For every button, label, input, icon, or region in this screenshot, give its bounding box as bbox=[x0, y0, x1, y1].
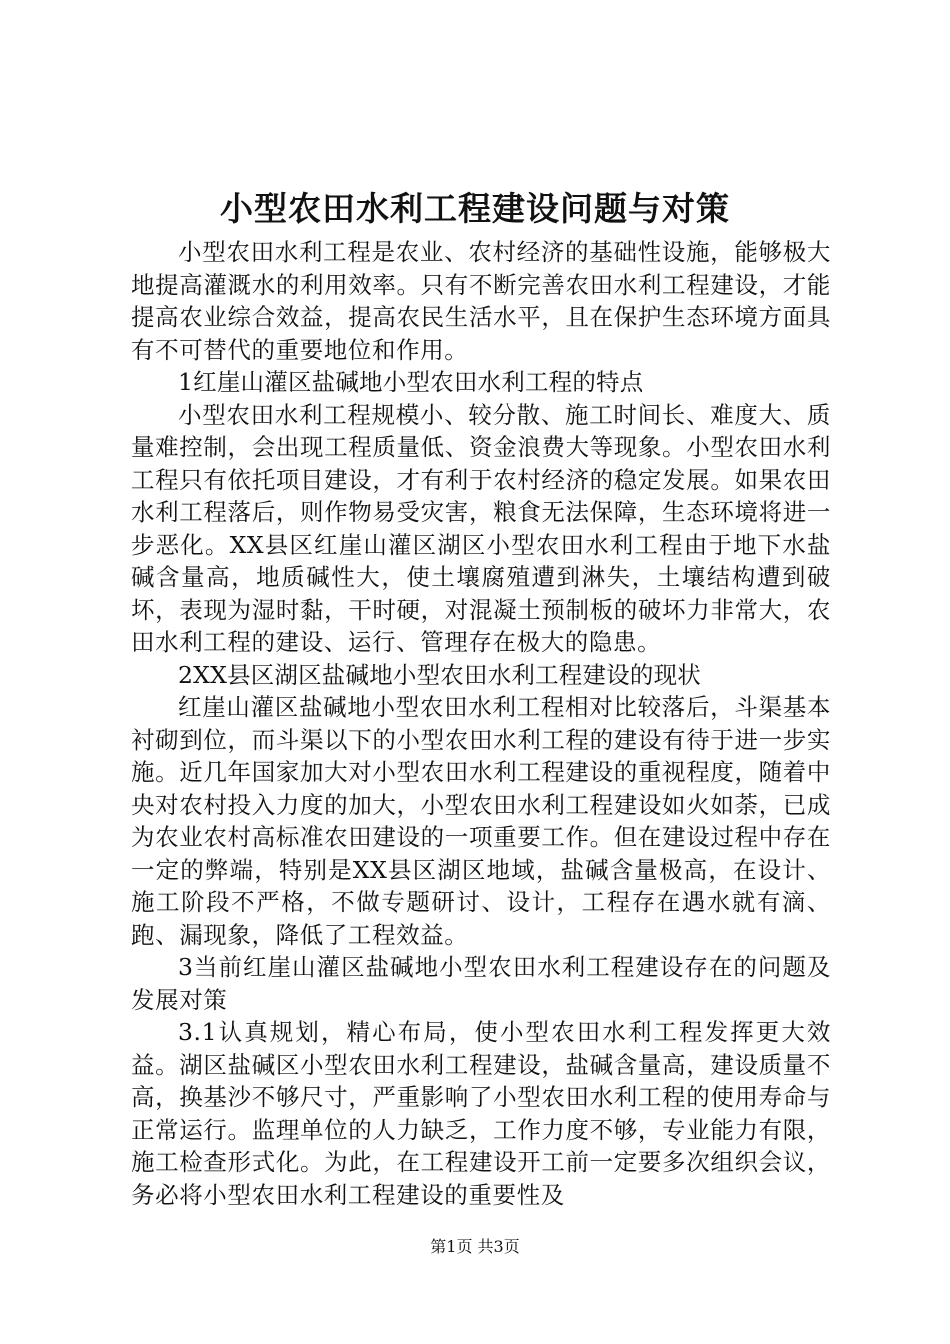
paragraph-intro: 小型农田水利工程是农业、农村经济的基础性设施，能够极大地提高灌溉水的利用效率。只有不断完善农田水利工程建设，才能提高农业综合效益，提高农民生活水平，且在保护生态环境方面具有不可替代的重要地位和作用。 bbox=[131, 238, 831, 364]
section-heading-2: 2XX县区湖区盐碱地小型农田水利工程建设的现状 bbox=[178, 660, 702, 689]
paragraph-section-2: 红崖山灌区盐碱地小型农田水利工程相对比较落后，斗渠基本衬砌到位，而斗渠以下的小型农田水利工程的建设有待于进一步实施。近几年国家加大对小型农田水利工程建设的重视程度，随着中央对农村投入力度的加大，小型农田水利工程建设如火如荼，已成为农业农村高标准农田建设的一项重要工作。但在建设过程中存在一定的弊端，特别是XX县区湖区地域，盐碱含量极高，在设计、施工阶段不严格，不做专题研讨、设计，工程存在遇水就有滴、跑、漏现象，降低了工程效益。 bbox=[131, 693, 831, 949]
section-heading-1: 1红崖山灌区盐碱地小型农田水利工程的特点 bbox=[178, 368, 644, 396]
section-heading-3: 3当前红崖山灌区盐碱地小型农田水利工程建设存在的问题及发展对策 bbox=[131, 953, 831, 1014]
page-footer: 第1页 共3页 bbox=[430, 1237, 520, 1256]
paragraph-section-3-1: 3.1认真规划，精心布局，使小型农田水利工程发挥更大效益。湖区盐碱区小型农田水利工程建设，盐碱含量高，建设质量不高，换基沙不够尺寸，严重影响了小型农田水利工程的使用寿命与正常运行。监理单位的人力缺乏，工作力度不够，专业能力有限，施工检查形式化。为此，在工程建设开工前一定要多次组织会议，务必将小型农田水利工程建设的重要性及 bbox=[131, 1018, 831, 1209]
paragraph-section-1: 小型农田水利工程规模小、较分散、施工时间长、难度大、质量难控制，会出现工程质量低、资金浪费大等现象。小型农田水利工程只有依托项目建设，才有利于农村经济的稳定发展。如果农田水利工程落后，则作物易受灾害，粮食无法保障，生态环境将进一步恶化。XX县区红崖山灌区湖区小型农田水利工程由于地下水盐碱含量高，地质碱性大，使土壤腐殖遭到淋失，土壤结构遭到破坏，表现为湿时黏，干时硬，对混凝土预制板的破坏力非常大，农田水利工程的建设、运行、管理存在极大的隐患。 bbox=[131, 400, 831, 656]
document-title: 小型农田水利工程建设问题与对策 bbox=[220, 189, 730, 228]
document-body bbox=[131, 236, 831, 1211]
